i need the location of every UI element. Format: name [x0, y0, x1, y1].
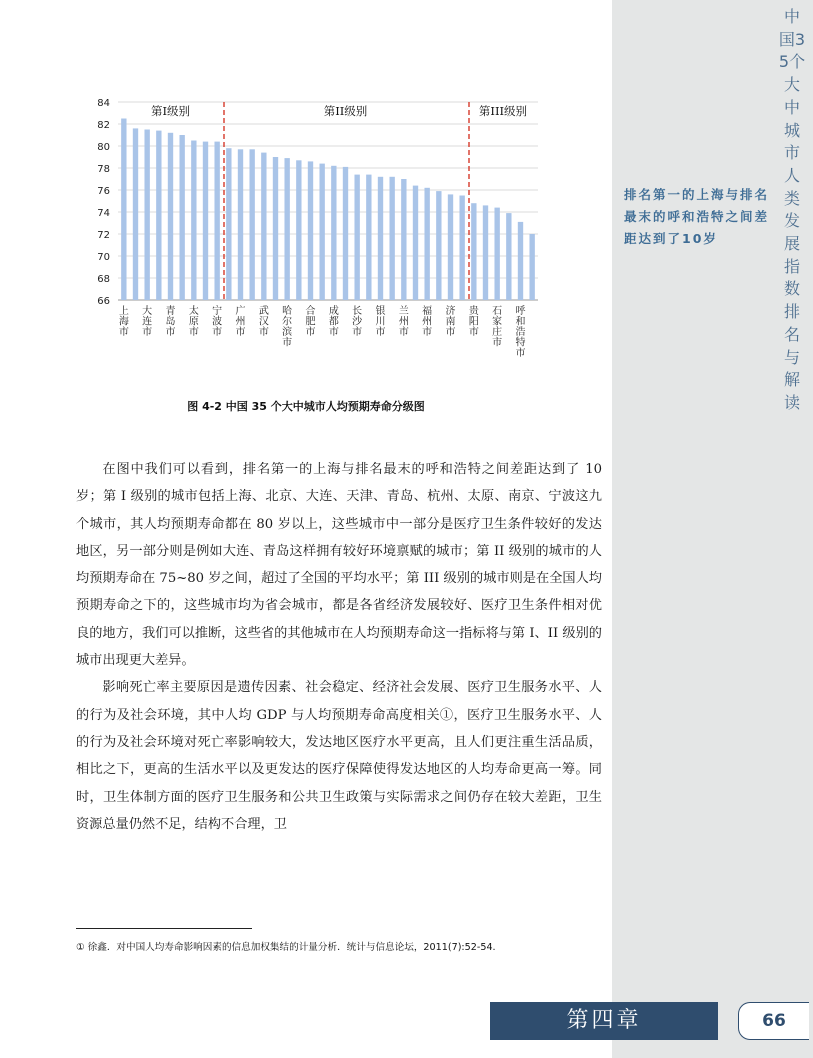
bar: [191, 141, 196, 301]
chapter-banner: 第四章: [490, 1002, 718, 1040]
x-tick-label: 上海市: [118, 306, 129, 338]
bar: [529, 234, 534, 300]
group-label: 第II级别: [323, 104, 368, 118]
y-tick-label: 66: [97, 296, 110, 307]
bar: [238, 149, 243, 300]
life-expectancy-bar-chart: [80, 92, 550, 372]
bar: [203, 142, 208, 300]
bar: [518, 222, 523, 300]
x-tick-label: 武汉市: [258, 306, 269, 338]
y-tick-label: 74: [97, 208, 110, 219]
body-text: [76, 456, 602, 838]
x-tick-label: 大连市: [142, 306, 153, 338]
x-tick-label: 长沙市: [352, 306, 363, 338]
bar: [249, 149, 254, 300]
x-tick-label: 合肥市: [305, 306, 316, 338]
bar: [133, 128, 138, 300]
x-tick-label: 石家庄市: [492, 306, 503, 349]
bar: [378, 177, 383, 300]
x-tick-label: 贵阳市: [468, 306, 479, 338]
bar: [308, 161, 313, 300]
footnote-divider: [76, 928, 252, 929]
y-tick-label: 82: [97, 120, 110, 131]
vertical-book-title: 中国35个大中城市人类发展指数排名与解读: [778, 7, 806, 412]
x-tick-label: 广州市: [235, 306, 246, 338]
bar: [179, 135, 184, 300]
y-tick-label: 68: [97, 274, 110, 285]
bar: [168, 133, 173, 300]
x-tick-label: 青岛市: [165, 306, 176, 338]
x-tick-label: 呼和浩特市: [515, 306, 526, 359]
group-label: 第III级别: [478, 104, 528, 118]
x-tick-label: 成都市: [328, 306, 339, 338]
x-tick-label: 济南市: [445, 306, 456, 338]
group-label: 第I级别: [150, 104, 191, 118]
bar: [319, 164, 324, 300]
bar: [354, 175, 359, 300]
x-tick-label: 福州市: [422, 306, 433, 338]
y-tick-label: 72: [97, 230, 110, 241]
bar: [343, 167, 348, 300]
bar: [156, 131, 161, 300]
bar: [389, 177, 394, 300]
x-tick-label: 太原市: [188, 306, 199, 338]
paragraph-2: 影响死亡率主要原因是遗传因素、社会稳定、经济社会发展、医疗卫生服务水平、人的行为及社会环境，其中人均 GDP 与人均预期寿命高度相关①，医疗卫生服务水平、人的行为及社会环境对死亡率影响较大，发达地区医疗水平更高，且人们更注重生活品质，相比之下，更高的生活水平以及更发达的医疗保障使得发达地区的人均寿命更高一筹。同时，卫生体制方面的医疗卫生服务和公共卫生政策与实际需求之间仍存在较大差距，卫生资源总量仍然不足，结构不合理，卫: [76, 680, 602, 832]
bar: [226, 148, 231, 300]
bar: [506, 213, 511, 300]
y-tick-label: 70: [97, 252, 110, 263]
bar: [494, 208, 499, 300]
figure-caption: 图 4-2 中国 35 个大中城市人均预期寿命分级图: [187, 400, 425, 413]
page-number: 66: [738, 1002, 809, 1040]
bar: [483, 205, 488, 300]
y-tick-label: 76: [97, 186, 110, 197]
bar: [436, 191, 441, 300]
bar: [401, 179, 406, 300]
y-tick-label: 84: [97, 98, 110, 109]
bar: [413, 186, 418, 300]
bar: [424, 188, 429, 300]
bar: [284, 158, 289, 300]
bar: [448, 194, 453, 300]
bar: [214, 142, 219, 300]
x-tick-label: 宁波市: [212, 306, 223, 338]
x-tick-label: 哈尔滨市: [282, 306, 293, 349]
footnote: ① 徐鑫．对中国人均寿命影响因素的信息加权集结的计量分析．统计与信息论坛，2011(7):52-54.: [76, 942, 496, 953]
paragraph-1: 在图中我们可以看到，排名第一的上海与排名最末的呼和浩特之间差距达到了 10 岁；第 I 级别的城市包括上海、北京、大连、天津、青岛、杭州、太原、南京、宁波这九个城市，其人均预期寿命都在 80 岁以上，这些城市中一部分是医疗卫生条件较好的发达地区，另一部分则是例如大连、青岛这样拥有较好环境禀赋的城市；第 II 级别的城市的人均预期寿命在 75~80 岁之间，超过了全国的平均水平；第 III 级别的城市则是在全国人均预期寿命之下的，这些城市均为省会城市，都是各省经济发展较好、医疗卫生条件相对优良的地方，我们可以推断，这些省的其他城市在人均预期寿命这一指标将与第 I、II 级别的城市出现更大差异。: [76, 462, 602, 669]
bar: [331, 166, 336, 300]
bar: [261, 153, 266, 300]
bar: [366, 175, 371, 300]
y-tick-label: 78: [97, 164, 110, 175]
bar: [144, 130, 149, 301]
x-tick-label: 银川市: [375, 306, 386, 338]
bar: [273, 157, 278, 300]
y-tick-label: 80: [97, 142, 110, 153]
bar: [121, 119, 126, 301]
bar: [471, 203, 476, 300]
bar: [296, 160, 301, 300]
sidebar-callout: 排名第一的上海与排名最末的呼和浩特之间差距达到了10岁: [624, 187, 770, 246]
bar: [459, 196, 464, 301]
x-tick-label: 兰州市: [398, 306, 409, 338]
